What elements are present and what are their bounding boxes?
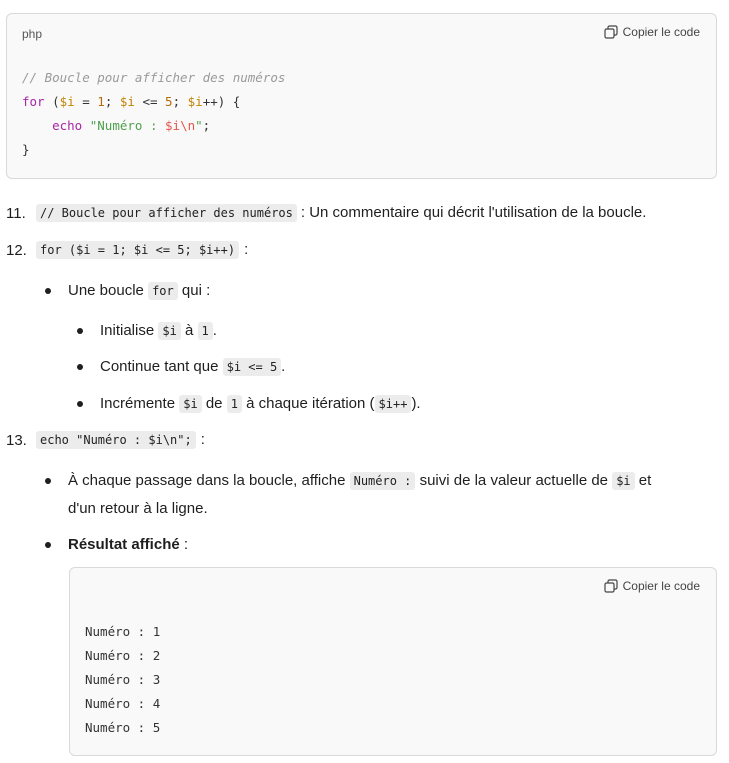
code-variable: $i (59, 94, 75, 109)
inline-code: $i (612, 472, 634, 490)
inline-code: echo "Numéro : $i\n"; (36, 431, 196, 449)
text-segment: Incrémente (100, 395, 180, 412)
list-item-12 (6, 239, 248, 261)
code-comment: // Boucle pour afficher des numéros (22, 70, 286, 85)
inline-code: for (148, 282, 178, 300)
bullet-dot (77, 328, 83, 334)
code-token (82, 118, 90, 133)
bold-label: Résultat affiché (68, 536, 180, 553)
code-token: ; (202, 118, 211, 133)
copy-code-label: Copier le code (622, 25, 700, 39)
bullet-dot (45, 288, 51, 294)
sub-bullet-item (77, 393, 421, 415)
text-segment: qui : (177, 282, 211, 299)
bullet-item (45, 280, 210, 302)
text-segment: . (212, 322, 217, 339)
code-number: 1 (97, 94, 105, 109)
bullet-text-continuation: d'un retour à la ligne. (68, 500, 208, 517)
output-content (85, 620, 160, 740)
list-number: 11. (6, 204, 26, 222)
bullet-dot (77, 401, 83, 407)
code-token: ( (44, 94, 60, 109)
code-variable: $i (119, 94, 135, 109)
output-line: Numéro : 3 (85, 672, 161, 687)
copy-code-button[interactable] (604, 25, 700, 39)
text-segment: . (281, 358, 286, 375)
code-token: ; (104, 94, 120, 109)
bullet-text (68, 280, 210, 302)
text-segment: de (201, 395, 227, 412)
code-block-php (6, 13, 717, 179)
text-segment: à chaque itération ( (241, 395, 375, 412)
bullet-dot (45, 478, 51, 484)
text-segment: suivi de la valeur actuelle de (415, 472, 613, 489)
code-number: 5 (165, 94, 173, 109)
list-item-text: : (244, 241, 249, 258)
bullet-item (45, 534, 188, 556)
output-line: Numéro : 1 (85, 624, 161, 639)
code-token: } (22, 142, 30, 157)
bullet-text (100, 393, 421, 415)
copy-icon (604, 579, 618, 593)
bullet-text (68, 470, 651, 492)
code-block-output (69, 567, 717, 756)
code-keyword: echo (52, 118, 83, 133)
code-variable: $i (165, 118, 181, 133)
code-token: = (74, 94, 98, 109)
inline-code: 1 (198, 322, 213, 340)
code-token: ; (172, 94, 188, 109)
text-segment: Initialise (100, 322, 159, 339)
inline-code: $i <= 5 (223, 358, 282, 376)
list-number: 12. (6, 241, 27, 259)
text-segment: à (180, 322, 198, 339)
bullet-text (100, 320, 217, 342)
code-indent (22, 118, 52, 133)
inline-code: 1 (227, 395, 242, 413)
code-escape: \n (180, 118, 196, 133)
text-segment: À chaque passage dans la boucle, affiche (68, 472, 350, 489)
text-segment: ). (411, 395, 421, 412)
code-token: <= (134, 94, 166, 109)
inline-code: for ($i = 1; $i <= 5; $i++) (36, 241, 239, 259)
code-string: " (195, 118, 203, 133)
bullet-dot (77, 364, 83, 370)
code-language-label: php (22, 27, 43, 41)
code-content (22, 66, 285, 162)
code-string: "Numéro : (89, 118, 166, 133)
code-keyword: for (22, 94, 45, 109)
text-segment: : (179, 536, 189, 553)
sub-bullet-item (77, 356, 285, 378)
inline-code: // Boucle pour afficher des numéros (36, 204, 297, 222)
code-variable: $i (187, 94, 203, 109)
copy-code-label: Copier le code (622, 579, 700, 593)
output-line: Numéro : 2 (85, 648, 161, 663)
bullet-text (100, 356, 285, 378)
inline-code: $i (179, 395, 201, 413)
bullet-text (68, 534, 188, 556)
list-item-text: : Un commentaire qui décrit l'utilisation de la boucle. (300, 204, 647, 221)
inline-code: $i (158, 322, 180, 340)
list-item-11 (6, 202, 646, 224)
list-number: 13. (6, 431, 27, 449)
inline-code: $i++ (375, 395, 412, 413)
inline-code: Numéro : (350, 472, 416, 490)
sub-bullet-item (77, 320, 217, 342)
text-segment: et (634, 472, 652, 489)
list-item-text: : (200, 431, 205, 448)
text-segment: Une boucle (68, 282, 149, 299)
bullet-item (45, 470, 651, 492)
copy-code-button[interactable] (604, 579, 700, 593)
text-segment: Continue tant que (100, 358, 223, 375)
list-item-13 (6, 429, 205, 451)
bullet-dot (45, 542, 51, 548)
code-token: ++) { (202, 94, 241, 109)
output-line: Numéro : 5 (85, 720, 161, 735)
output-line: Numéro : 4 (85, 696, 161, 711)
copy-icon (604, 25, 618, 39)
